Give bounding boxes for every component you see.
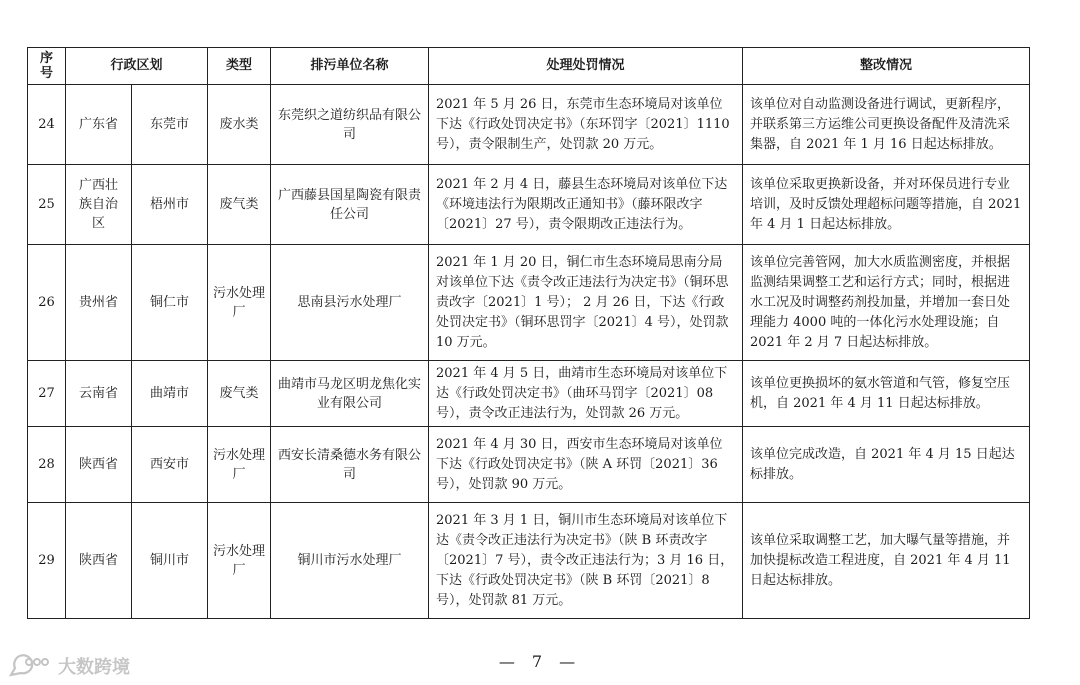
table-header-row	[28, 48, 1030, 85]
table-row	[28, 245, 1030, 361]
row-unit-name: 西安长清桑德水务有限公司	[271, 427, 429, 503]
row-number: 29	[28, 503, 66, 619]
row-type: 污水处理厂	[208, 245, 271, 361]
header-type: 类型	[208, 48, 271, 85]
row-unit-name: 广西藤县国星陶瓷有限责任公司	[271, 165, 429, 245]
row-city: 东莞市	[132, 85, 208, 165]
table-row	[28, 427, 1030, 503]
row-city: 铜川市	[132, 503, 208, 619]
row-rectify: 该单位采取调整工艺，加大曝气量等措施，并加快提标改造工程进度，自 2021 年 4 月 11 日起达标排放。	[743, 503, 1030, 619]
row-penalty: 2021 年 5 月 26 日，东莞市生态环境局对该单位下达《行政处罚决定书》（东环罚字〔2021〕1110 号），责令限制生产，处罚款 20 万元。	[429, 85, 743, 165]
row-province: 陕西省	[66, 427, 132, 503]
row-rectify: 该单位完成改造，自 2021 年 4 月 15 日起达标排放。	[743, 427, 1030, 503]
header-rectify: 整改情况	[743, 48, 1030, 85]
row-rectify: 该单位完善管网，加大水质监测密度，并根据监测结果调整工艺和运行方式；同时，根据进水工况及时调整药剂投加量，并增加一套日处理能力 4000 吨的一体化污水处理设施；自 2021 年 2 月 7 日起达标排放。	[743, 245, 1030, 361]
row-rectify: 该单位采取更换新设备，并对环保员进行专业培训，及时反馈处理超标问题等措施，自 2021 年 4 月 1 日起达标排放。	[743, 165, 1030, 245]
row-type: 污水处理厂	[208, 503, 271, 619]
row-province: 云南省	[66, 361, 132, 427]
page-number: — 7 —	[498, 652, 582, 671]
header-penalty: 处理处罚情况	[429, 48, 743, 85]
row-city: 曲靖市	[132, 361, 208, 427]
row-penalty: 2021 年 4 月 5 日，曲靖市生态环境局对该单位下达《行政处罚决定书》（曲环马罚字〔2021〕08 号），责令改正违法行为，处罚款 26 万元。	[429, 361, 743, 427]
row-province: 广东省	[66, 85, 132, 165]
row-unit-name: 思南县污水处理厂	[271, 245, 429, 361]
row-penalty: 2021 年 1 月 20 日，铜仁市生态环境局思南分局对该单位下达《责令改正违法行为决定书》（铜环思责改字〔2021〕1 号）； 2 月 26 日，下达《行政处罚决定书》（铜环思罚字〔2021〕4 号），处罚款 10 万元。	[429, 245, 743, 361]
table-row	[28, 85, 1030, 165]
row-city: 铜仁市	[132, 245, 208, 361]
row-rectify: 该单位对自动监测设备进行调试，更新程序，并联系第三方运维公司更换设备配件及清洗采集器，自 2021 年 1 月 16 日起达标排放。	[743, 85, 1030, 165]
row-number: 24	[28, 85, 66, 165]
row-number: 27	[28, 361, 66, 427]
sewage-discharge-table	[27, 47, 1030, 619]
row-province: 贵州省	[66, 245, 132, 361]
row-type: 废气类	[208, 361, 271, 427]
row-penalty: 2021 年 2 月 4 日，藤县生态环境局对该单位下达《环境违法行为限期改正通知书》（藤环限改字〔2021〕27 号），责令限期改正违法行为。	[429, 165, 743, 245]
row-unit-name: 铜川市污水处理厂	[271, 503, 429, 619]
table-row	[28, 165, 1030, 245]
row-number: 25	[28, 165, 66, 245]
row-city: 梧州市	[132, 165, 208, 245]
row-number: 28	[28, 427, 66, 503]
header-seq: 序号	[28, 48, 66, 85]
row-penalty: 2021 年 4 月 30 日，西安市生态环境局对该单位下达《行政处罚决定书》（陕 A 环罚〔2021〕36 号），处罚款 90 万元。	[429, 427, 743, 503]
row-city: 西安市	[132, 427, 208, 503]
row-unit-name: 曲靖市马龙区明龙焦化实业有限公司	[271, 361, 429, 427]
header-unit: 排污单位名称	[271, 48, 429, 85]
row-number: 26	[28, 245, 66, 361]
row-type: 污水处理厂	[208, 427, 271, 503]
row-province: 广西壮族自治区	[66, 165, 132, 245]
row-unit-name: 东莞织之道纺织品有限公司	[271, 85, 429, 165]
header-region: 行政区划	[66, 48, 208, 85]
watermark-text: 大数跨境	[58, 657, 130, 678]
table-row	[28, 503, 1030, 619]
row-type: 废水类	[208, 85, 271, 165]
row-type: 废气类	[208, 165, 271, 245]
row-penalty: 2021 年 3 月 1 日，铜川市生态环境局对该单位下达《责令改正违法行为决定书》（陕 B 环责改字〔2021〕7 号），责令改正违法行为；3 月 16 日，下达《行政处罚决定书》（陕 B 环罚〔2021〕8 号），处罚款 81 万元。	[429, 503, 743, 619]
table-row	[28, 361, 1030, 427]
row-rectify: 该单位更换损坏的氨水管道和气管，修复空压机，自 2021 年 4 月 11 日起达标排放。	[743, 361, 1030, 427]
row-province: 陕西省	[66, 503, 132, 619]
